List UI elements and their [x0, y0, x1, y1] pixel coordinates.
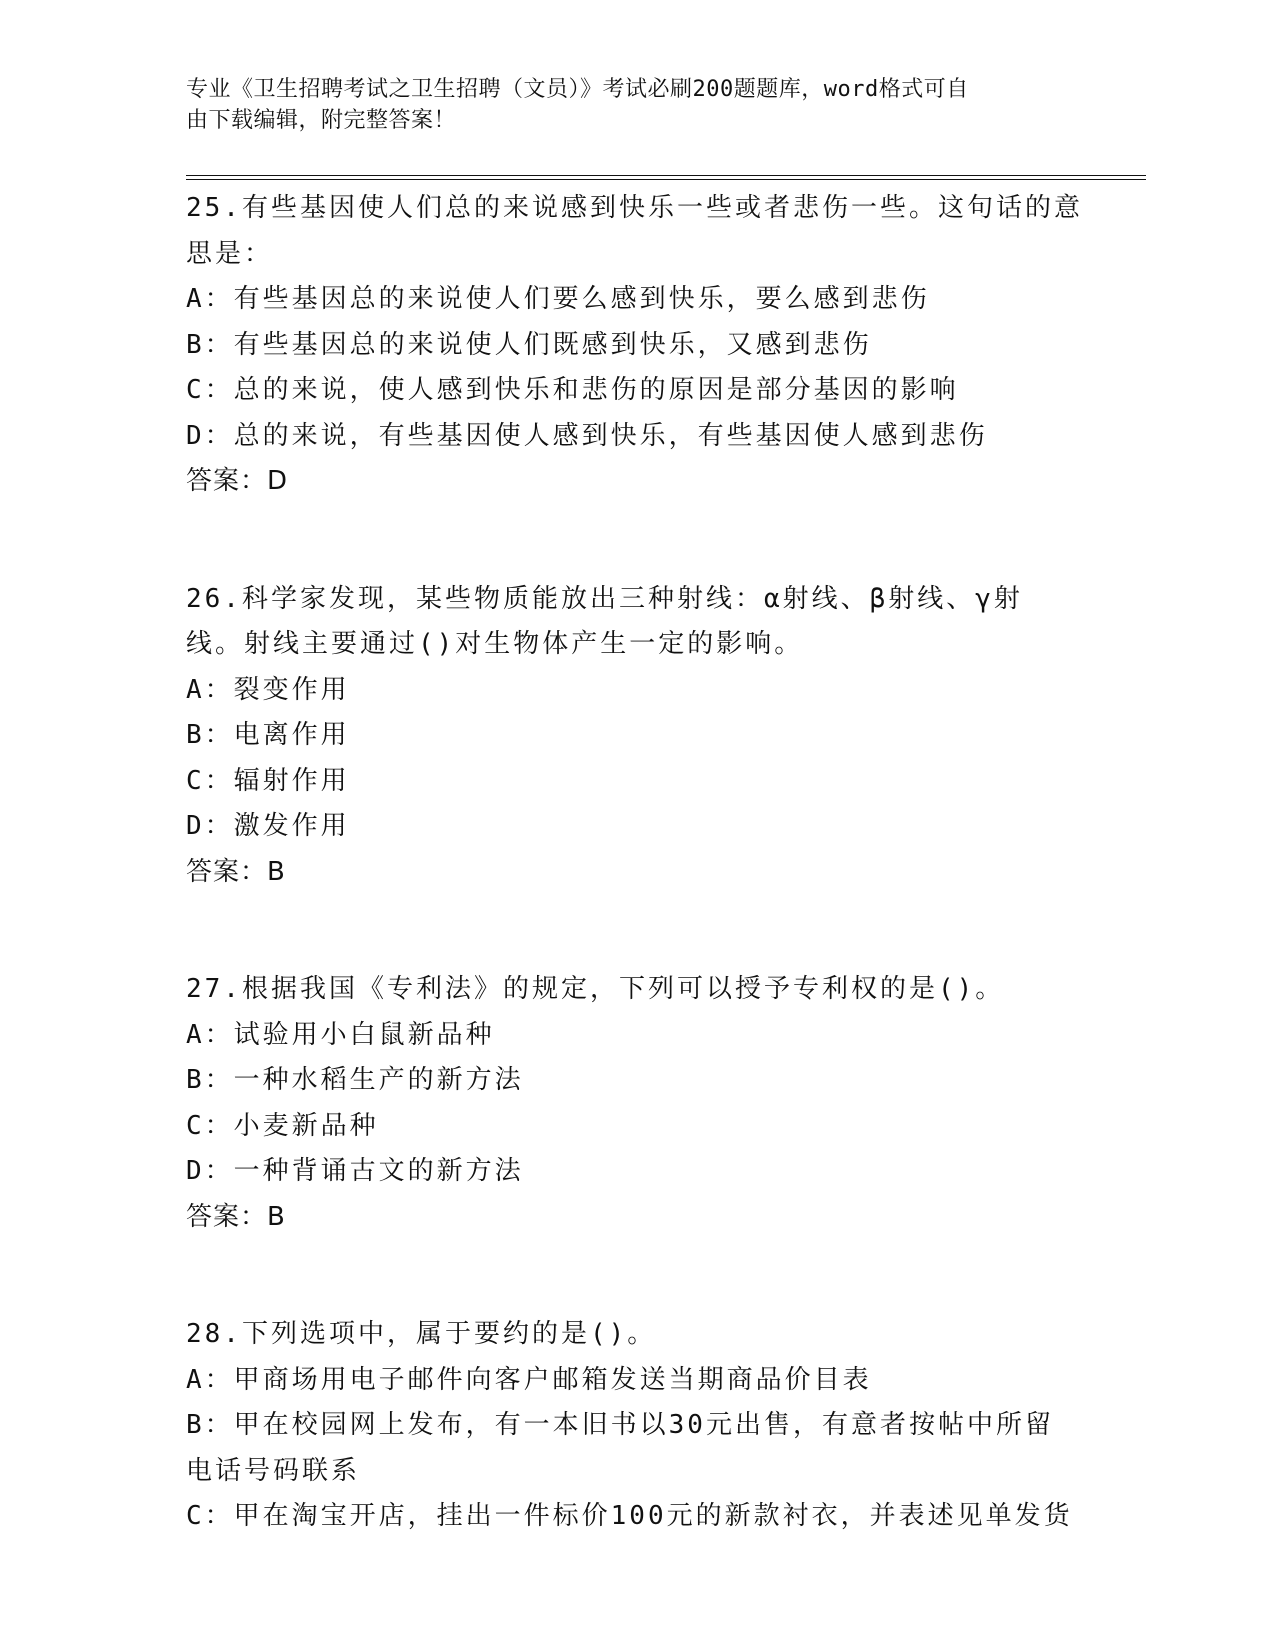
question-stem: 28.下列选项中，属于要约的是()。	[186, 1319, 657, 1349]
answer-option: C：小麦新品种	[186, 1110, 379, 1141]
question-spacer	[186, 895, 1086, 967]
answer-option: D：激发作用	[186, 811, 350, 841]
answer-option: D：总的来说，有些基因使人感到快乐，有些基因使人感到悲伤	[186, 420, 988, 451]
header-line-1: 专业《卫生招聘考试之卫生招聘（文员）》考试必刷200题题库，word格式可自	[186, 77, 969, 102]
question-block	[186, 967, 1086, 1240]
question-stem: 思是：	[186, 238, 274, 269]
question-stem: 27.根据我国《专利法》的规定，下列可以授予专利权的是()。	[186, 974, 1005, 1004]
answer-option: B：甲在校园网上发布，有一本旧书以30元出售，有意者按帖中所留	[186, 1410, 1054, 1440]
header-double-rule	[186, 175, 1146, 180]
answer-option: C：辐射作用	[186, 765, 350, 796]
answer-option: A：甲商场用电子邮件向客户邮箱发送当期商品价目表	[186, 1364, 872, 1395]
answer-option: D：一种背诵古文的新方法	[186, 1156, 524, 1186]
answer-option: C：甲在淘宝开店，挂出一件标价100元的新款衬衣，并表述见单发货	[186, 1501, 1073, 1531]
answer-key: 答案：B	[186, 1201, 286, 1232]
answer-key: 答案：B	[186, 856, 286, 887]
answer-option: 电话号码联系	[186, 1455, 361, 1486]
question-block	[186, 1312, 1086, 1540]
answer-option: A：裂变作用	[186, 674, 350, 705]
document-header	[186, 74, 1066, 136]
answer-key: 答案：D	[186, 466, 289, 496]
answer-option: B：有些基因总的来说使人们既感到快乐，又感到悲伤	[186, 329, 872, 360]
answer-option: B：电离作用	[186, 720, 350, 750]
answer-option: A：试验用小白鼠新品种	[186, 1019, 495, 1050]
question-block	[186, 577, 1086, 896]
answer-option: A：有些基因总的来说使人们要么感到快乐，要么感到悲伤	[186, 284, 930, 314]
question-stem: 26.科学家发现，某些物质能放出三种射线：α射线、β射线、γ射	[186, 583, 1023, 614]
question-stem: 25.有些基因使人们总的来说感到快乐一些或者悲伤一些。这句话的意	[186, 193, 1083, 223]
question-spacer	[186, 1240, 1086, 1312]
question-list	[186, 186, 1086, 1540]
answer-option: C：总的来说，使人感到快乐和悲伤的原因是部分基因的影响	[186, 375, 959, 405]
question-spacer	[186, 505, 1086, 577]
question-block	[186, 186, 1086, 505]
header-line-2: 由下载编辑，附完整答案！	[186, 108, 457, 133]
answer-option: B：一种水稻生产的新方法	[186, 1065, 524, 1095]
question-stem: 线。射线主要通过()对生物体产生一定的影响。	[186, 629, 804, 659]
